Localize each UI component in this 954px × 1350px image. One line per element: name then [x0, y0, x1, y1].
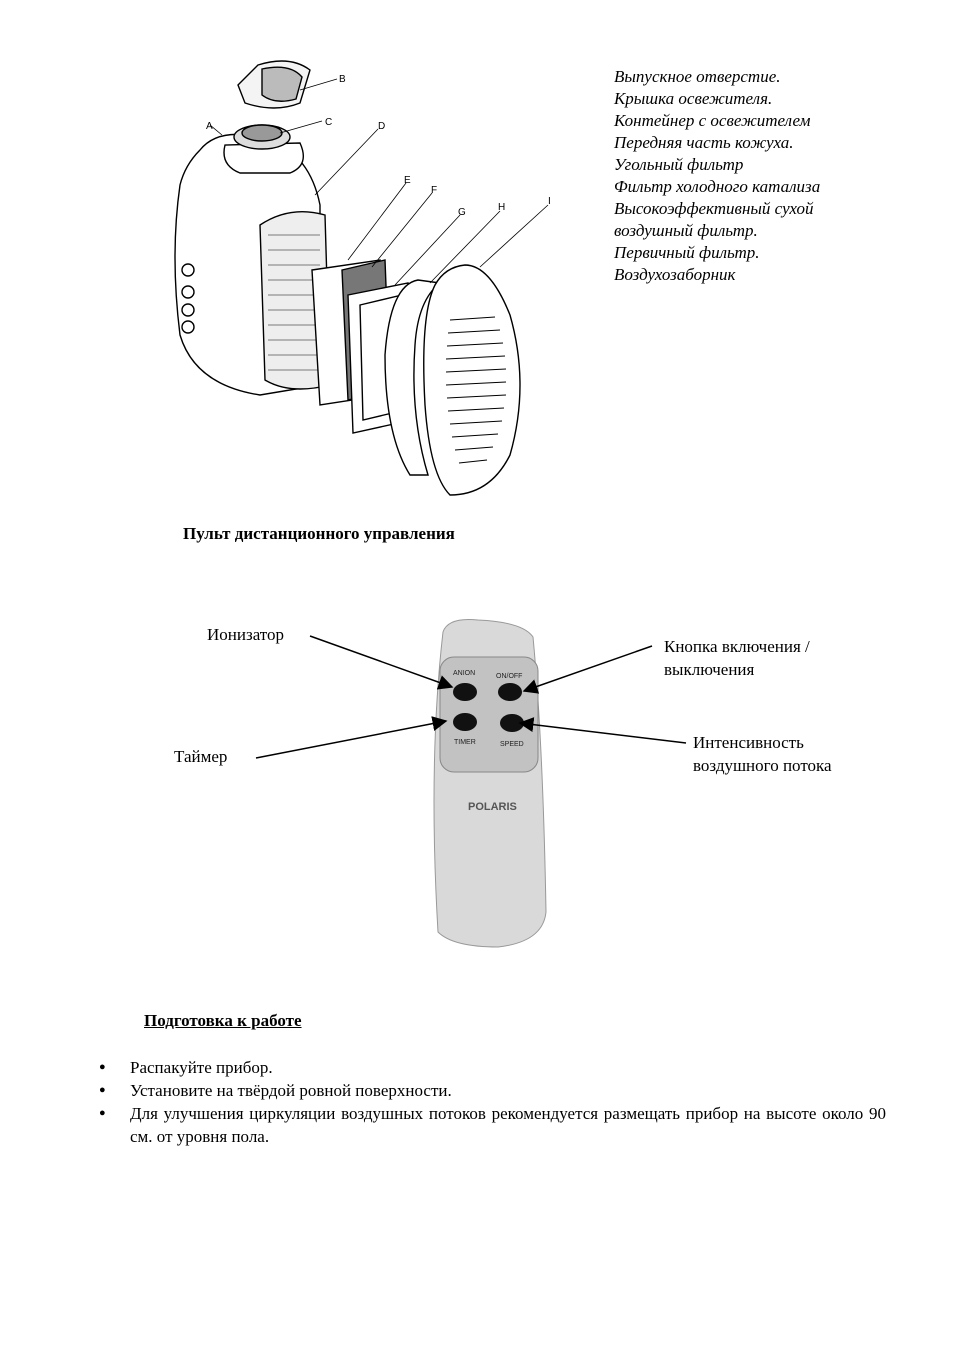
- part-letter-f: F: [431, 185, 438, 196]
- callout-timer: Таймер: [174, 747, 228, 766]
- list-item: ● Для улучшения циркуляции воздушных потоков рекомендуется размещать прибор на высоте около 90 см. от уровня пола.: [96, 1102, 886, 1148]
- part-letter-c: C: [325, 117, 333, 128]
- part-letter-i: I: [548, 196, 551, 207]
- brand-logo: POLARIS: [468, 801, 517, 813]
- callout-power: [664, 635, 810, 681]
- legend-item: Выпускное отверстие.: [614, 67, 781, 86]
- part-letter-g: G: [458, 207, 466, 218]
- callout-speed-line1: Интенсивность: [693, 733, 804, 752]
- part-letter-d: D: [378, 121, 386, 132]
- part-letter-b: B: [339, 74, 346, 85]
- legend-item: воздушный фильтр.: [614, 221, 758, 240]
- legend-item: Крышка освежителя.: [614, 89, 773, 108]
- legend-item: Угольный фильтр: [614, 155, 744, 174]
- part-letter-a: A: [206, 121, 213, 132]
- legend-item: Фильтр холодного катализа: [614, 177, 821, 196]
- remote-section-title: Пульт дистанционного управления: [183, 524, 455, 543]
- preparation-title: Подготовка к работе: [144, 1011, 302, 1030]
- legend-item: Передняя часть кожуха.: [614, 133, 794, 152]
- exploded-view-illustration: [150, 55, 570, 515]
- anion-label: ANION: [453, 670, 476, 677]
- part-letter-h: H: [498, 202, 506, 213]
- callout-speed: [693, 731, 832, 777]
- list-item: ● Установите на твёрдой ровной поверхности.: [96, 1079, 886, 1102]
- preparation-list: [96, 1056, 886, 1148]
- callout-power-line1: Кнопка включения /: [664, 637, 810, 656]
- speed-label: SPEED: [500, 741, 524, 748]
- legend-item: Высокоэффективный сухой: [614, 199, 814, 218]
- part-letter-e: E: [404, 175, 411, 186]
- callout-ionizer: Ионизатор: [207, 625, 284, 644]
- parts-legend: [614, 66, 820, 286]
- onoff-label: ON/OFF: [496, 673, 523, 680]
- timer-label: TIMER: [454, 739, 476, 746]
- list-item: ● Распакуйте прибор.: [96, 1056, 886, 1079]
- legend-item: Первичный фильтр.: [614, 243, 760, 262]
- legend-item: Воздухозаборник: [614, 265, 736, 284]
- callout-power-line2: выключения: [664, 660, 755, 679]
- callout-speed-line2: воздушного потока: [693, 756, 832, 775]
- legend-item: Контейнер с освежителем: [614, 111, 811, 130]
